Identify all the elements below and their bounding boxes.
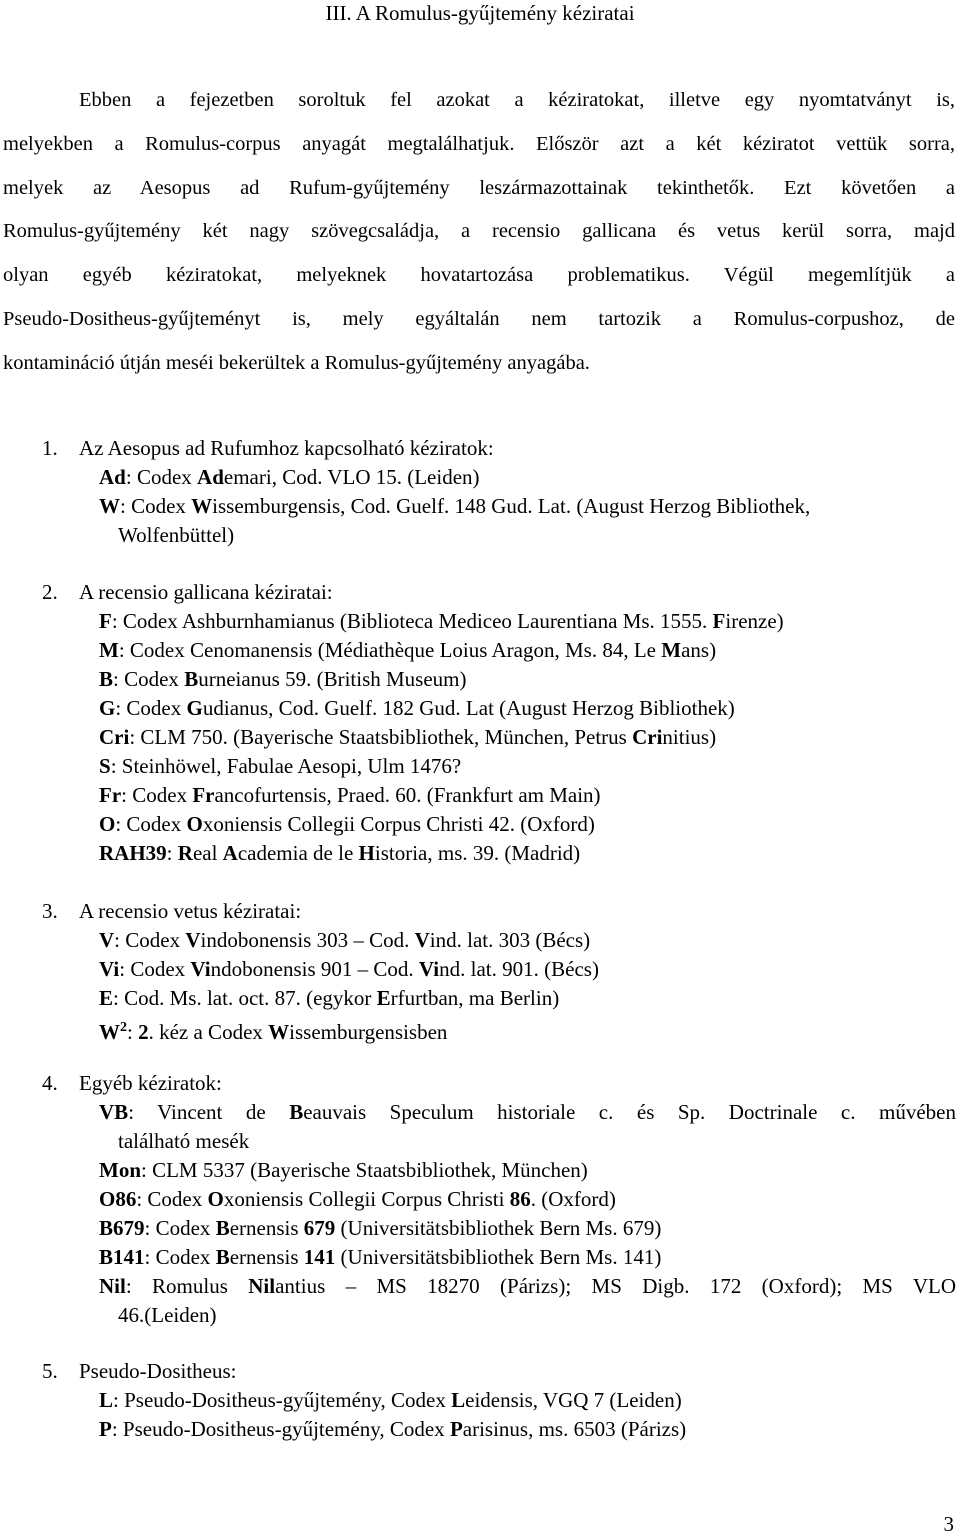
section-heading: [42, 897, 956, 926]
item-text: ans): [681, 638, 717, 662]
list-item: [99, 926, 956, 955]
siglum-bold: V: [185, 928, 201, 952]
siglum-bold: G: [99, 696, 116, 720]
siglum-bold: Vi: [99, 957, 120, 981]
siglum-bold: M: [99, 638, 119, 662]
siglum-bold: Fr: [192, 783, 215, 807]
section-number: 5.: [42, 1359, 58, 1383]
intro-line: melyekben a Romulus-corpus anyagát megtalálhatjuk. Először azt a két kéziratot vettük sorra,: [3, 132, 955, 155]
siglum-bold: M: [661, 638, 682, 662]
siglum-bold: B: [99, 667, 114, 691]
item-text: : Codex: [119, 957, 191, 981]
siglum-bold: R: [177, 841, 193, 865]
siglum-bold: Cri: [99, 725, 130, 749]
list-item: [99, 1098, 956, 1156]
intro-line: Ebben a fejezetben soroltuk fel azokat a kéziratokat, illetve egy nyomtatványt is,: [79, 89, 955, 111]
item-text: : CLM 5337 (Bayerische Staatsbibliothek, München): [141, 1158, 588, 1182]
siglum-bold: B: [184, 667, 199, 691]
list-item: [99, 1272, 956, 1330]
item-text: eidensis, VGQ 7 (Leiden): [465, 1388, 682, 1412]
siglum-bold: Nil: [248, 1274, 276, 1298]
item-text: ernensis: [229, 1245, 304, 1269]
siglum-bold: Cri: [632, 725, 663, 749]
section-heading-text: Egyéb kéziratok:: [79, 1071, 222, 1095]
siglum-bold: W: [99, 494, 120, 518]
list-item: [99, 463, 956, 492]
list-item: [99, 781, 956, 810]
item-text: . kéz a Codex: [148, 1020, 269, 1044]
item-continuation: 46.(Leiden): [118, 1303, 217, 1327]
siglum-bold: B141: [99, 1245, 145, 1269]
list-item: [99, 839, 956, 868]
item-text: : Steinhöwel, Fabulae Aesopi, Ulm 1476?: [110, 754, 462, 778]
item-text: : Codex: [144, 1216, 216, 1240]
siglum-bold: Ad: [197, 465, 224, 489]
list-section: [42, 1357, 956, 1444]
siglum-bold: Nil: [99, 1274, 126, 1298]
siglum-bold: Fr: [99, 783, 122, 807]
item-text: cademia de le: [237, 841, 359, 865]
siglum-bold: F: [712, 609, 726, 633]
item-text: : Codex: [115, 696, 187, 720]
siglum-bold: H: [358, 841, 375, 865]
section-heading-text: A recensio vetus kéziratai:: [79, 899, 302, 923]
list-item: [99, 492, 956, 550]
item-text: emari, Cod. VLO 15. (Leiden): [223, 465, 480, 489]
list-item: [99, 1013, 956, 1047]
siglum-bold: Mon: [99, 1158, 141, 1182]
section-number: 3.: [42, 899, 58, 923]
siglum-bold: 679: [303, 1216, 336, 1240]
item-text: ancofurtensis, Praed. 60. (Frankfurt am Main): [214, 783, 601, 807]
item-text: : Codex: [121, 783, 193, 807]
siglum-bold: W: [99, 1020, 120, 1044]
item-text: ndobonensis 901 – Cod.: [210, 957, 419, 981]
section-heading: [42, 1357, 956, 1386]
section-heading: [42, 578, 956, 607]
siglum-bold: P: [449, 1417, 463, 1441]
siglum-bold: L: [99, 1388, 114, 1412]
siglum-bold: O86: [99, 1187, 137, 1211]
list-item: [99, 955, 956, 984]
item-text: xoniensis Collegii Corpus Christi 42. (Oxford): [202, 812, 595, 836]
siglum-bold: W: [191, 494, 213, 518]
item-text: : Codex: [136, 1187, 208, 1211]
list-section: [42, 897, 956, 1047]
siglum-bold: V: [99, 928, 115, 952]
siglum-bold: F: [99, 609, 112, 633]
intro-line: melyek az Aesopus ad Rufum-gyűjtemény leszármazottainak tekinthetők. Ezt követően a: [3, 176, 955, 199]
chapter-title: III. A Romulus-gyűjtemény kéziratai: [325, 1, 635, 25]
siglum-bold: O: [186, 812, 203, 836]
item-text: : Codex: [113, 667, 185, 691]
item-continuation: található mesék: [118, 1129, 250, 1153]
siglum-bold: VB: [99, 1100, 129, 1124]
item-text: rfurtban, ma Berlin): [390, 986, 560, 1010]
list-section: [42, 1069, 956, 1330]
item-text: :: [166, 841, 178, 865]
siglum-bold: L: [451, 1388, 466, 1412]
siglum-bold: 141: [303, 1245, 336, 1269]
siglum-bold: B679: [99, 1216, 145, 1240]
list-item: [99, 1185, 956, 1214]
siglum-bold: B: [215, 1245, 230, 1269]
list-item: [99, 723, 956, 752]
item-text: : Codex: [115, 812, 187, 836]
item-text: nd. lat. 901. (Bécs): [439, 957, 599, 981]
item-text: : Pseudo-Dositheus-gyűjtemény, Codex: [111, 1417, 450, 1441]
siglum-bold: V: [414, 928, 430, 952]
item-text: : Codex: [120, 494, 192, 518]
item-text: (Universitätsbibliothek Bern Ms. 141): [335, 1245, 662, 1269]
siglum-bold: P: [99, 1417, 112, 1441]
item-text: issemburgensisben: [289, 1020, 448, 1044]
item-text: : Codex: [114, 928, 186, 952]
siglum-bold: Ad: [99, 465, 126, 489]
page-number: 3: [943, 1512, 954, 1536]
item-text: arisinus, ms. 6503 (Párizs): [462, 1417, 687, 1441]
item-text: : Codex Cenomanensis (Médiathèque Loius Aragon, Ms. 84, Le: [118, 638, 662, 662]
item-text: nitius): [662, 725, 717, 749]
siglum-bold: Vi: [190, 957, 211, 981]
siglum-bold: 86: [509, 1187, 531, 1211]
intro-line: Pseudo-Dositheus-gyűjteményt is, mely egyáltalán nem tartozik a Romulus-corpushoz, de: [3, 307, 955, 330]
section-heading: [42, 1069, 956, 1098]
item-text: 2: [120, 1020, 127, 1035]
siglum-bold: G: [186, 696, 203, 720]
item-text: : CLM 750. (Bayerische Staatsbibliothek, München, Petrus: [129, 725, 633, 749]
siglum-bold: B: [289, 1100, 304, 1124]
siglum-bold: B: [215, 1216, 230, 1240]
section-number: 1.: [42, 436, 58, 460]
item-text: (Universitätsbibliothek Bern Ms. 679): [335, 1216, 662, 1240]
item-text: ernensis: [229, 1216, 304, 1240]
siglum-bold: W: [268, 1020, 290, 1044]
list-section: [42, 578, 956, 868]
list-section: [42, 434, 956, 550]
list-item: [99, 1214, 956, 1243]
list-item: [99, 984, 956, 1013]
item-text: : Codex Ashburnhamianus (Biblioteca Mediceo Laurentiana Ms. 1555.: [111, 609, 713, 633]
siglum-bold: RAH39: [99, 841, 167, 865]
siglum-bold: E: [99, 986, 114, 1010]
list-item: [99, 1386, 956, 1415]
section-heading-text: A recensio gallicana kéziratai:: [79, 580, 333, 604]
intro-line: Romulus-gyűjtemény két nagy szövegcsaládja, a recensio gallicana és vetus kerül sorra, majd: [3, 220, 955, 243]
item-text: : Codex: [144, 1245, 216, 1269]
item-text: :: [127, 1020, 139, 1044]
section-heading-text: Az Aesopus ad Rufumhoz kapcsolható kéziratok:: [79, 436, 494, 460]
list-item: [99, 607, 956, 636]
item-text: udianus, Cod. Guelf. 182 Gud. Lat (August Herzog Bibliothek): [202, 696, 735, 720]
list-item: [99, 1243, 956, 1272]
item-text: : Codex: [125, 465, 198, 489]
item-text: xoniensis Collegii Corpus Christi: [223, 1187, 510, 1211]
item-text: issemburgensis, Cod. Guelf. 148 Gud. Lat. (August Herzog Bibliothek,: [212, 494, 811, 518]
intro-line: kontamináció útján meséi bekerültek a Romulus-gyűjtemény anyagába.: [3, 351, 590, 374]
item-text: urneianus 59. (British Museum): [198, 667, 467, 691]
intro-line: olyan egyéb kéziratokat, melyeknek hovatartozása problematikus. Végül megemlítjük a: [3, 264, 955, 287]
list-item: [99, 636, 956, 665]
item-text: : Romulus: [125, 1274, 249, 1298]
siglum-bold: E: [376, 986, 391, 1010]
list-item: [99, 1415, 956, 1444]
siglum-bold: S: [99, 754, 111, 778]
item-text: eauvais Speculum historiale c. és Sp. Doctrinale c. művében: [303, 1100, 956, 1124]
siglum-bold: Vi: [418, 957, 440, 981]
item-text: irenze): [725, 609, 784, 633]
item-text: : Cod. Ms. lat. oct. 87. (egykor: [113, 986, 377, 1010]
section-number: 4.: [42, 1071, 58, 1095]
section-heading: [42, 434, 956, 463]
section-heading-text: Pseudo-Dositheus:: [79, 1359, 237, 1383]
list-item: [99, 752, 956, 781]
item-text: . (Oxford): [530, 1187, 616, 1211]
list-item: [99, 694, 956, 723]
siglum-bold: O: [99, 812, 116, 836]
siglum-bold: O: [207, 1187, 224, 1211]
siglum-bold: 2: [138, 1020, 149, 1044]
list-item: [99, 1156, 956, 1185]
section-number: 2.: [42, 580, 58, 604]
item-text: : Vincent de: [128, 1100, 290, 1124]
siglum-bold: A: [222, 841, 238, 865]
item-text: : Pseudo-Dositheus-gyűjtemény, Codex: [113, 1388, 452, 1412]
item-text: ind. lat. 303 (Bécs): [429, 928, 591, 952]
item-text: eal: [192, 841, 223, 865]
item-text: istoria, ms. 39. (Madrid): [374, 841, 581, 865]
list-item: [99, 810, 956, 839]
item-continuation: Wolfenbüttel): [118, 523, 235, 547]
list-item: [99, 665, 956, 694]
intro-paragraph: [3, 79, 955, 386]
item-text: indobonensis 303 – Cod.: [200, 928, 415, 952]
item-text: antius – MS 18270 (Párizs); MS Digb. 172 (Oxford); MS VLO: [275, 1274, 956, 1298]
